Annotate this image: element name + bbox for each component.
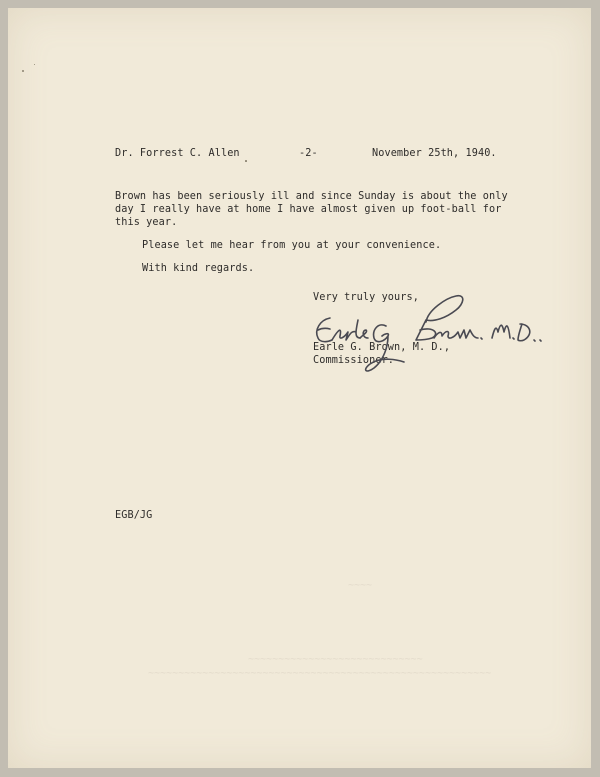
letter-page <box>8 8 591 768</box>
paper-speck <box>34 64 35 65</box>
handwritten-signature <box>308 290 558 390</box>
paper-speck <box>245 160 247 162</box>
bleed-through-mark: ~~~~ <box>348 580 373 591</box>
letter-date: November 25th, 1940. <box>372 148 497 159</box>
paper-speck <box>22 70 24 72</box>
signer-name: Earle G. Brown, M. D., <box>313 342 451 353</box>
bleed-through-mark: ~~~~~~~~~~~~~~~~~~~~~~~~~~~~~ <box>248 654 423 665</box>
signer-title: Commissioner. <box>313 355 395 366</box>
body-paragraph: Please let me hear from you at your convenience. <box>142 240 442 251</box>
closing-salutation: Very truly yours, <box>313 292 419 303</box>
page-number: -2- <box>299 148 318 159</box>
bleed-through-mark: ~~~~~~~~~~~~~~~~~~~~~~~~~~~~~~~~~~~~~~~~~~~~~~~~~~~~~~~~~ <box>148 668 492 679</box>
reference-initials: EGB/JG <box>115 510 153 521</box>
recipient-name: Dr. Forrest C. Allen <box>115 148 240 159</box>
body-line: this year. <box>115 217 178 228</box>
body-line: day I really have at home I have almost given up foot-ball for <box>115 204 502 215</box>
body-line: Brown has been seriously ill and since Sunday is about the only <box>115 191 508 202</box>
body-paragraph: With kind regards. <box>142 263 255 274</box>
